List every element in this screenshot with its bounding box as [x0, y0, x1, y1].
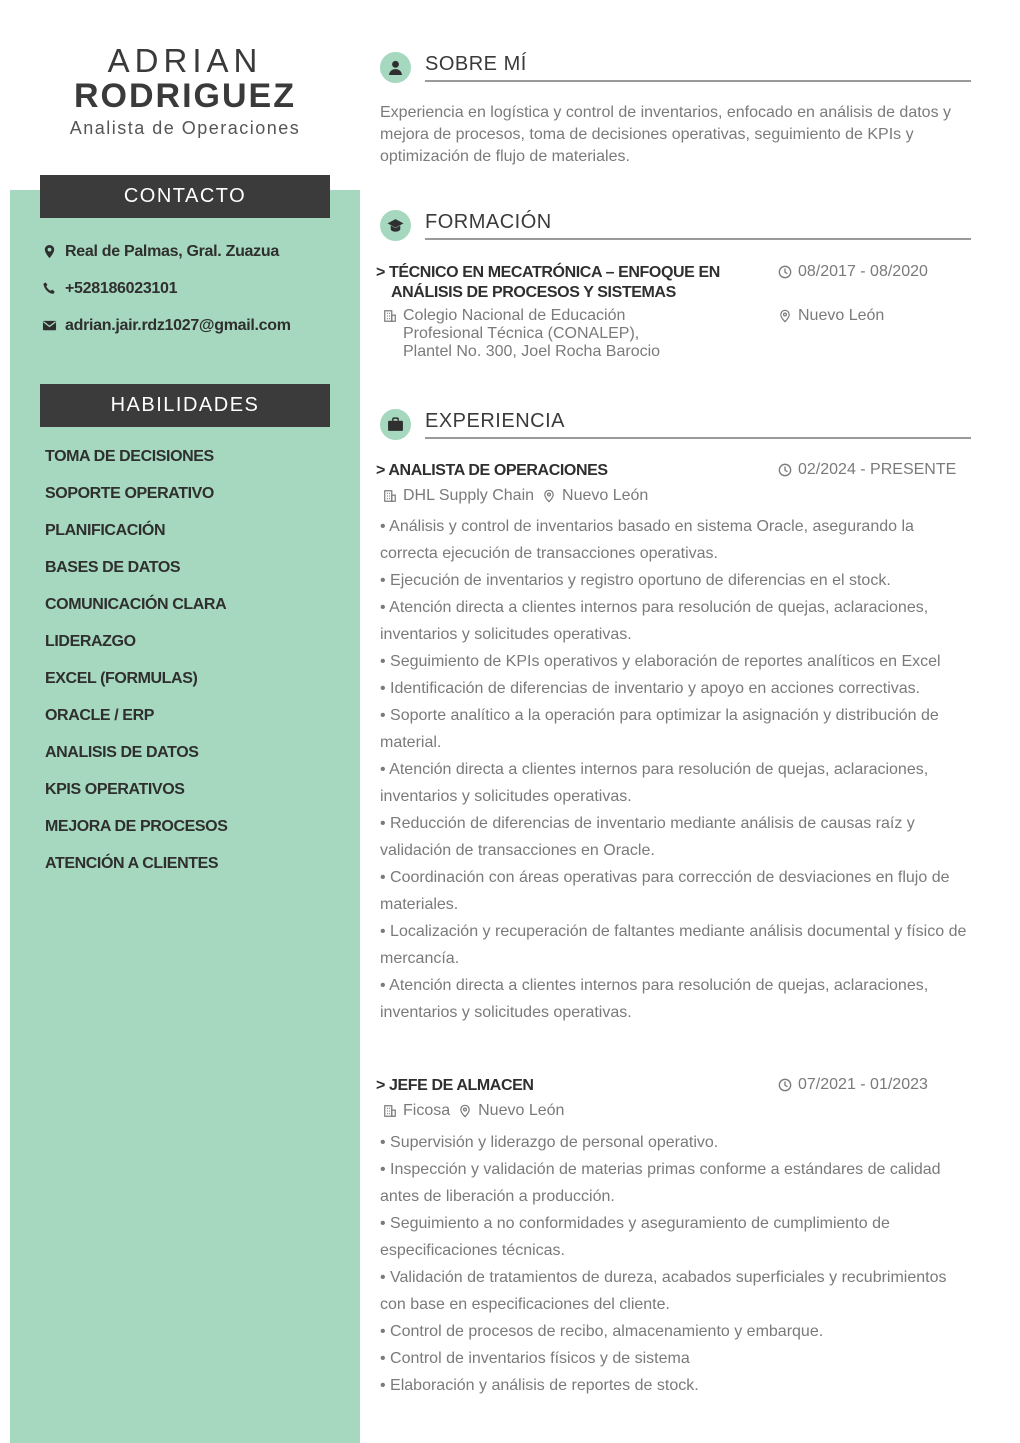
last-name: RODRIGUEZ: [74, 77, 296, 115]
list-item: • Validación de tratamientos de dureza, acabados superficiales y recubrimientos con base en especificaciones del cliente.: [380, 1264, 972, 1318]
skill-item: ORACLE / ERP: [45, 707, 154, 724]
list-item: • Elaboración y análisis de reportes de stock.: [380, 1372, 972, 1399]
list-item: • Localización y recuperación de faltantes mediante análisis documental y físico de mercancía.: [380, 918, 972, 972]
list-item: • Control de procesos de recibo, almacenamiento y embarque.: [380, 1318, 972, 1345]
list-item: • Coordinación con áreas operativas para corrección de desviaciones en flujo de materiales.: [380, 864, 972, 918]
experience-bullets: [380, 1129, 972, 1399]
education-date: [778, 263, 928, 281]
section-divider: [425, 80, 971, 82]
education-institution: [383, 307, 660, 361]
list-item: • Atención directa a clientes internos para resolución de quejas, aclaraciones, inventarios y solicitudes operativas.: [380, 756, 972, 810]
skill-item: BASES DE DATOS: [45, 559, 181, 576]
skills-list: [45, 438, 345, 882]
experience-entry-title: > JEFE DE ALMACEN: [376, 1077, 534, 1094]
location-pin-icon: [458, 1104, 472, 1118]
contact-phone-text[interactable]: +528186023101: [65, 279, 178, 297]
experience-section-header: [380, 406, 971, 446]
list-item: • Control de inventarios físicos y de sistema: [380, 1345, 972, 1372]
about-text: Experiencia en logística y control de inventarios, enfocado en análisis de datos y mejora de procesos, toma de decisiones operativas, seguimiento de KPIs y optimización de flujo de materiales.: [380, 104, 952, 165]
education-entry-title: [376, 263, 720, 303]
education-section-header: [380, 207, 971, 247]
experience-location-text: Nuevo León: [478, 1102, 565, 1119]
skill-item: KPIS OPERATIVOS: [45, 781, 185, 798]
skill-item: MEJORA DE PROCESOS: [45, 818, 228, 835]
list-item: • Reducción de diferencias de inventario mediante análisis de causas raíz y validación de transacciones en Oracle.: [380, 810, 972, 864]
skill-item: ANALISIS DE DATOS: [45, 744, 199, 761]
skills-header: HABILIDADES: [40, 384, 330, 427]
experience-company-text: Ficosa: [403, 1102, 451, 1119]
experience-location-text: Nuevo León: [562, 487, 649, 504]
experience-date: [778, 1076, 928, 1094]
skill-item: COMUNICACIÓN CLARA: [45, 596, 227, 613]
experience-company: [383, 1102, 564, 1120]
list-item: • Atención directa a clientes internos para resolución de quejas, aclaraciones, inventarios y solicitudes operativas.: [380, 972, 972, 1026]
person-icon: [380, 52, 411, 83]
skill-item: SOPORTE OPERATIVO: [45, 485, 214, 502]
about-section-header: [380, 49, 971, 89]
name-block: [10, 44, 360, 139]
list-item: • Atención directa a clientes internos para resolución de quejas, aclaraciones, inventarios y solicitudes operativas.: [380, 594, 972, 648]
institution-line3: Plantel No. 300, Joel Rocha Barocio: [403, 343, 661, 360]
graduation-cap-icon: [380, 210, 411, 241]
education-title: FORMACIÓN: [425, 211, 552, 233]
experience-entry-title: > ANALISTA DE OPERACIONES: [376, 462, 608, 479]
building-icon: [383, 309, 397, 323]
experience-company-text: DHL Supply Chain: [403, 487, 535, 504]
experience-date-text: 02/2024 - PRESENTE: [798, 461, 957, 478]
list-item: • Seguimiento a no conformidades y aseguramiento de cumplimiento de especificaciones técnicas.: [380, 1210, 972, 1264]
building-icon: [383, 489, 397, 503]
education-title-line1: > TÉCNICO EN MECATRÓNICA – ENFOQUE EN: [376, 264, 720, 281]
clock-icon: [778, 1078, 792, 1092]
contact-list: [42, 233, 342, 344]
experience-company: [383, 487, 648, 505]
contact-header: CONTACTO: [40, 175, 330, 218]
list-item: • Análisis y control de inventarios basado en sistema Oracle, asegurando la correcta ejecución de transacciones operativas.: [380, 513, 972, 567]
location-pin-icon: [778, 309, 792, 323]
skill-item: TOMA DE DECISIONES: [45, 448, 214, 465]
education-location-text: Nuevo León: [798, 307, 885, 324]
skill-item: LIDERAZGO: [45, 633, 136, 650]
location-pin-icon: [542, 489, 556, 503]
job-title: Analista de Operaciones: [69, 118, 301, 138]
skill-item: ATENCIÓN A CLIENTES: [45, 855, 219, 872]
contact-email-text[interactable]: adrian.jair.rdz1027@gmail.com: [65, 316, 291, 334]
clock-icon: [778, 265, 792, 279]
experience-date: [778, 461, 956, 479]
section-divider: [425, 238, 971, 240]
building-icon: [383, 1104, 397, 1118]
education-date-text: 08/2017 - 08/2020: [798, 263, 928, 280]
section-divider: [425, 437, 971, 439]
briefcase-icon: [380, 409, 411, 440]
phone-icon: [42, 281, 57, 296]
first-name: ADRIAN: [107, 42, 263, 79]
education-title-line2: ANÁLISIS DE PROCESOS Y SISTEMAS: [391, 284, 676, 301]
skill-item: PLANIFICACIÓN: [45, 522, 166, 539]
experience-bullets: [380, 513, 972, 1026]
location-pin-icon: [42, 244, 57, 259]
contact-email[interactable]: [42, 307, 342, 344]
list-item: • Identificación de diferencias de inventario y apoyo en acciones correctivas.: [380, 675, 972, 702]
list-item: • Supervisión y liderazgo de personal operativo.: [380, 1129, 972, 1156]
contact-address: [42, 233, 342, 270]
envelope-icon: [42, 318, 57, 333]
list-item: • Inspección y validación de materias primas conforme a estándares de calidad antes de liberación a producción.: [380, 1156, 972, 1210]
experience-title: EXPERIENCIA: [425, 410, 565, 432]
list-item: • Seguimiento de KPIs operativos y elaboración de reportes analíticos en Excel: [380, 648, 972, 675]
about-title: SOBRE MÍ: [425, 53, 527, 75]
skill-item: EXCEL (FORMULAS): [45, 670, 198, 687]
clock-icon: [778, 463, 792, 477]
experience-date-text: 07/2021 - 01/2023: [798, 1076, 928, 1093]
contact-phone[interactable]: [42, 270, 342, 307]
list-item: • Soporte analítico a la operación para optimizar la asignación y distribución de material.: [380, 702, 972, 756]
list-item: • Ejecución de inventarios y registro oportuno de diferencias en el stock.: [380, 567, 972, 594]
institution-line2: Profesional Técnica (CONALEP),: [403, 325, 640, 342]
institution-line1: Colegio Nacional de Educación: [403, 307, 626, 324]
contact-address-text: Real de Palmas, Gral. Zuazua: [65, 242, 279, 260]
education-location: [778, 307, 884, 325]
